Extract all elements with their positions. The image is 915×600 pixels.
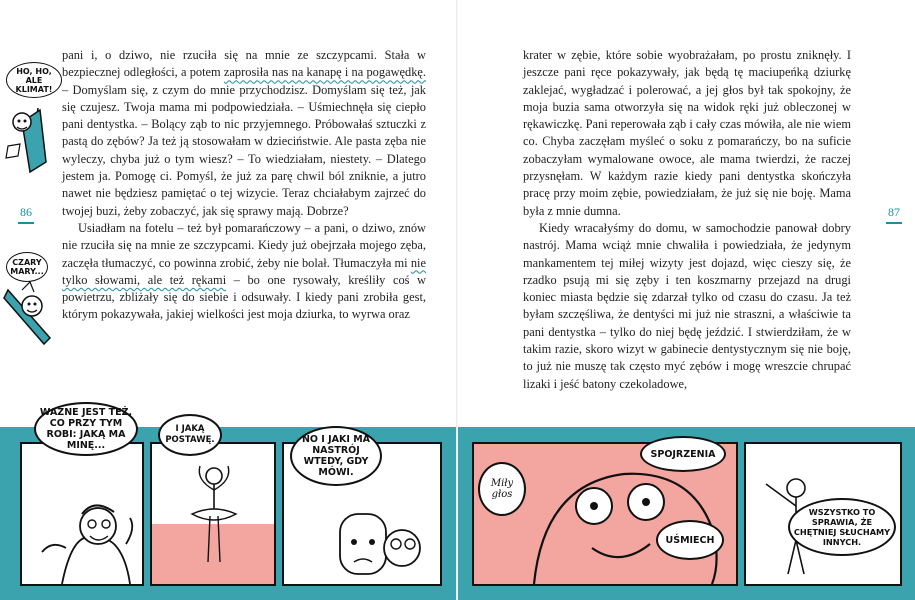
speech-bubble-side: WSZYSTKO TO SPRAWIA, ŻE CHĘTNIEJ SŁUCHAMY INNYCH. <box>788 498 896 556</box>
pencil-character-bottom-illustration <box>0 280 60 355</box>
highlighted-phrase: zaprosiła nas na kanapę i na pogawędkę. <box>223 65 427 80</box>
speech-bubble-panel-3: NO I JAKI MA NASTRÓJ WTEDY, GDY MÓWI. <box>290 426 382 486</box>
speech-bubble-spojrzenia: SPOJRZENIA <box>640 436 726 472</box>
speech-bubble-usmiech: UŚMIECH <box>656 520 724 560</box>
comic-panel-2 <box>150 442 276 586</box>
gesturing-woman-illustration <box>22 444 142 584</box>
speech-bubble-panel-2: I JAKĄ POSTAWĘ. <box>158 414 222 456</box>
right-paragraph-1: krater w zębie, które sobie wyobrażałam, po prostu zniknęły. I jeszcze pani ręce pokazywały, jak będą tę maciupeńką dziurkę zaklejać, wygładzać i polerować, a jej głos był tak spokojny, że moja buzia sama otworzyła się na widok ręki już obleczonej w rękawiczkę. Pani reperowała ząb i cały czas mówiła, ale nie wiem co. Chyba zaczęłam myśleć o soku z pomarańczy, bo na suficie zobaczyłam wymalowane owoce, ale mama twierdzi, że raczej przysnęłam. W każdym razie kiedy pani dentystka skończyła pracę przy moim zębie, powiedziałam, że już się nie boję. Mama była z mnie dumna. <box>523 48 851 218</box>
ballerina-illustration <box>152 444 274 584</box>
page-number-right: 87 <box>888 205 900 219</box>
left-paragraph-2: Usiadłam na fotelu – też był pomarańczowy – a pani, o dziwo, znów nie rzuciła się na mnie ze szczypcami. Kiedy już obejrzała mojego zęba, zaczęła tłumaczyć, co powinna zrobić, żeby nie bolał. Tłumaczyła mi nie tylko słowami, ale też rękami – bo one rysowały, kreśliły coś w powietrzu, zbliżały się do siebie i odsuwały. I kiedy pani zrobiła gest, którym pokazywała, jakiej wielkości jest moja dziurka, to wyrwa oraz <box>62 220 426 322</box>
left-paragraph-1: pani i, o dziwo, nie rzuciła się na mnie ze szczypcami. Stała w bezpiecznej odległości, a potem zaprosiła nas na kanapę i na pogawędkę. – Domyślam się, z czym do mnie przychodzisz. Domyślam się też, jak się czujesz. Twoja mama mi podpowiedziała. – Uśmiechnęła się ciepło pani dentystka. – Bolący ząb to nic przyjemnego. Próbowałaś sztuczki z pastą do zębów? Ja też ją stosowałam w dzieciństwie. Ale pasta zęba nie wyleczy, chyba już o tym wiesz? – To wiedziałam, niestety. – Dlatego jestem ja. Pomogę ci. Pomyśl, że już za parę chwil ból zniknie, a jutro nawet nie będziesz pamiętać o tej wizycie. Teraz chciałabym zajrzeć do twojej buzi, żeby zobaczyć, jak się sprawy mają. Dobrze? <box>62 48 427 218</box>
speech-bubble-mily-glos: Miły głos <box>478 462 526 516</box>
margin-bubble-middle: CZARY MARY... <box>6 252 48 282</box>
page-number-rule-right <box>886 222 902 224</box>
comic-panel-1 <box>20 442 144 586</box>
page-number-rule-left <box>18 222 34 224</box>
right-paragraph-2: Kiedy wracałyśmy do domu, w samochodzie panował dobry nastrój. Mama wciąż mnie chwaliła i powiedziała, że jedynym mankamentem tej miłej wizyty jest dojazd, więc cieszy się, że rzadko psują mi się zęby i ten koszmarny przejazd na drugi koniec miasta będzie się zdarzał tylko od czasu do czasu. Ja też byłam szczęśliwa, że dentyści mi już nie straszni, a właściwie ta pani dentystka – tylko do niej będę jeździć. I stwierdziłam, że w takim razie, skoro wizyt w gabinecie dentystycznym się nie boję, to już nie muszę tak często myć zębów i mogę wreszcie chrupać lizaki i jeść batony czekoladowe, <box>523 220 851 391</box>
highlighted-phrase: nie tylko słowami, ale też rękami <box>62 255 426 287</box>
speech-bubble-panel-1: WAŻNE JEST TEŻ, CO PRZY TYM ROBI: JAKĄ MA MINĘ... <box>34 402 138 456</box>
right-page-text <box>523 47 851 393</box>
page-number-left: 86 <box>20 205 32 219</box>
pencil-character-top-illustration <box>0 100 60 180</box>
left-page-text <box>62 47 426 324</box>
margin-bubble-top: HO, HO, ALE KLIMAT! <box>6 62 62 98</box>
